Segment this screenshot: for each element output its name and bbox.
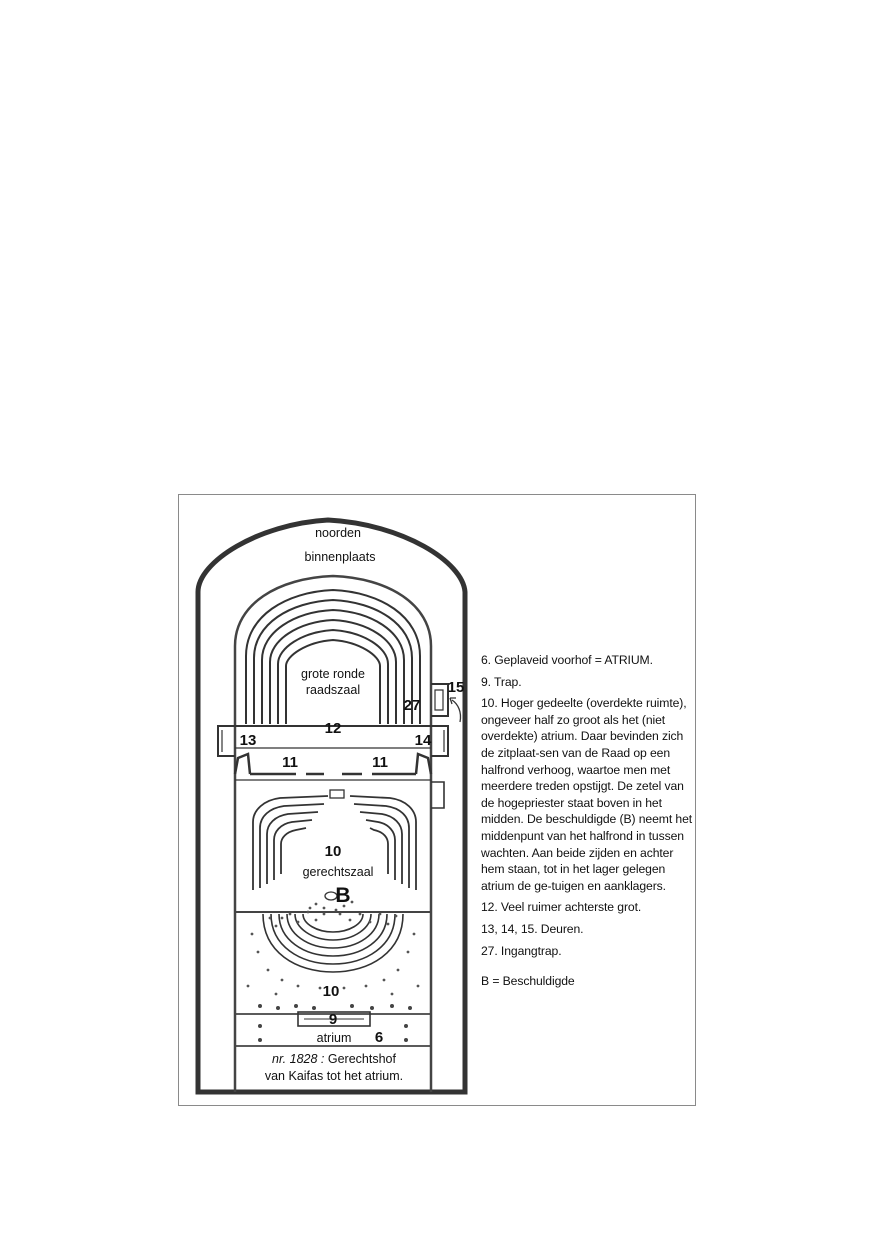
legend-item-b: B = Beschuldigde [481, 974, 575, 989]
outer-wall [198, 520, 465, 1092]
legend-item-6: 6. Geplaveid voorhof = ATRIUM. [481, 653, 653, 667]
label-11-left: 11 [282, 754, 298, 771]
legend-item-doors: 13, 14, 15. Deuren. [481, 921, 584, 936]
label-14: 14 [414, 732, 432, 749]
label-9: 9 [328, 1011, 338, 1028]
label-courtyard: binnenplaats [304, 550, 376, 564]
caption-title: Gerechtshof [324, 1052, 396, 1066]
label-6: 6 [374, 1029, 384, 1046]
floor-plan [178, 494, 478, 1106]
label-atrium: atrium [316, 1031, 352, 1045]
label-10-upper: 10 [324, 843, 342, 860]
caption-line-2: van Kaifas tot het atrium. [264, 1069, 404, 1083]
caption-line-1 [272, 1052, 396, 1066]
label-council-hall-1: grote ronde [301, 667, 365, 681]
legend-item-27: 27. Ingangtrap. [481, 943, 562, 958]
legend [481, 652, 693, 995]
label-13: 13 [239, 732, 257, 749]
label-15: 15 [447, 679, 465, 696]
legend-item-10: 10. Hoger gedeelte (overdekte ruimte), ongeveer half zo groot als het (niet overdekte) atrium. Daar bevinden zich de zitplaat-sen van de Raad op een halfrond verhoog, waartoe men met meerdere treden opstijgt. De zetel van de hogepriester staat boven in het midden. De beschuldigde (B) neemt het middenpunt van het halfrond in tussen wachten. Aan beide zijden en achter hem staan, tot in het lager gelegen atrium de ge-tuigen en aanklagers. [481, 696, 693, 893]
label-council-hall-2: raadszaal [305, 683, 361, 697]
caption-ref: nr. 1828 : [272, 1052, 325, 1066]
semicircle-steps [263, 914, 403, 972]
label-north: noorden [315, 526, 361, 540]
divider-11 [235, 754, 431, 780]
council-hall-arcs [246, 590, 420, 724]
label-12: 12 [324, 720, 342, 737]
legend-item-12: 12. Veel ruimer achterste grot. [481, 900, 642, 915]
label-11-right: 11 [372, 754, 388, 771]
label-accused: B [335, 884, 351, 907]
legend-item-9: 9. Trap. [481, 674, 522, 689]
label-27: 27 [403, 697, 421, 714]
label-court-hall: gerechtszaal [302, 865, 374, 879]
label-10-lower: 10 [322, 983, 340, 1000]
